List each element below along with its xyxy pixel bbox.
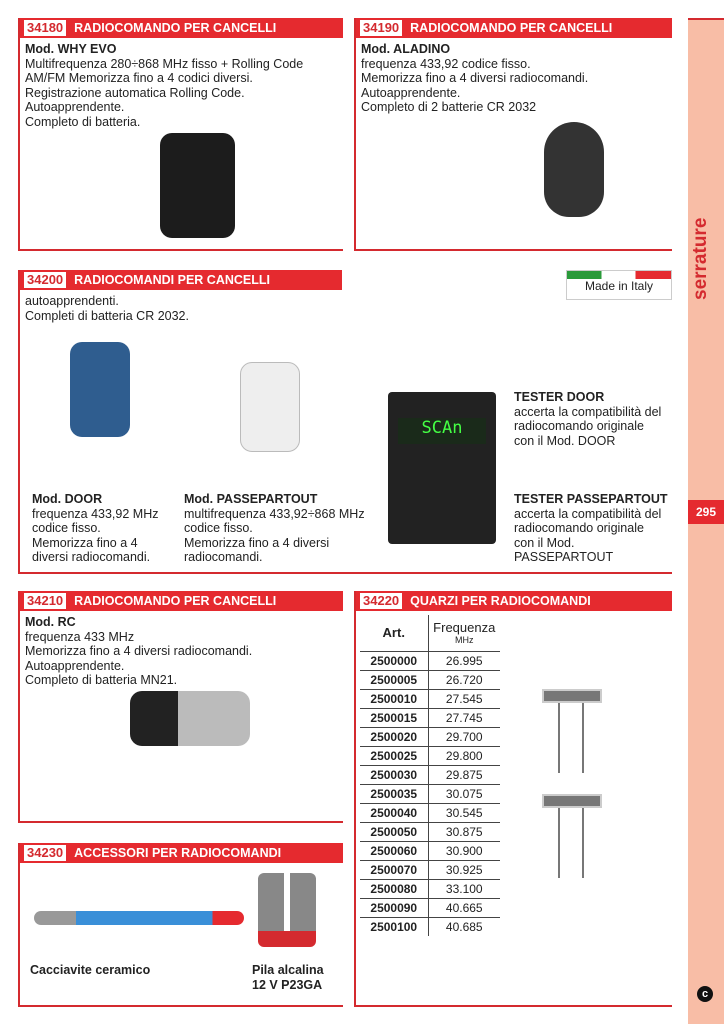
description: multifrequenza 433,92÷868 MHz codice fisso. Memorizza fino a 4 diversi radiocomandi. <box>184 506 365 565</box>
table-row <box>360 651 500 670</box>
table-row <box>360 784 500 803</box>
frequency-cell: 33.100 <box>428 879 500 898</box>
table-row <box>360 803 500 822</box>
crystal-image <box>542 689 602 779</box>
column-header-art: Art. <box>360 615 428 651</box>
tester-image <box>388 392 496 544</box>
table-row <box>360 822 500 841</box>
model-name: Mod. WHY EVO <box>25 42 117 56</box>
table-row <box>360 689 500 708</box>
section-34190 <box>354 18 672 251</box>
section-34180 <box>18 18 343 251</box>
frequency-cell: 26.995 <box>428 651 500 670</box>
model-name: TESTER PASSEPARTOUT <box>514 492 668 506</box>
description: accerta la compatibilità del radiocomando originale con il Mod. PASSEPARTOUT <box>514 506 662 565</box>
frequency-cell: 30.075 <box>428 784 500 803</box>
section-title: ACCESSORI PER RADIOCOMANDI <box>74 846 282 860</box>
crystal-image <box>542 794 602 884</box>
frequency-cell: 30.900 <box>428 841 500 860</box>
article-cell: 2500030 <box>360 765 428 784</box>
article-code: 34180 <box>24 20 66 36</box>
model-name: Mod. RC <box>25 615 76 629</box>
article-cell: 2500090 <box>360 898 428 917</box>
article-code: 34190 <box>360 20 402 36</box>
frequency-cell: 40.685 <box>445 919 483 934</box>
passepartout-remote-image <box>240 362 300 452</box>
frequency-label: Frequenza <box>433 620 496 636</box>
model-name: Mod. PASSEPARTOUT <box>184 492 318 506</box>
description: frequenza 433,92 MHz codice fisso. Memorizza fino a 4 diversi radiocomandi. <box>32 506 159 565</box>
page-number: 295 <box>688 500 724 524</box>
remote-image <box>544 122 604 217</box>
remote-image <box>160 133 235 238</box>
frequency-cell: 26.720 <box>428 670 500 689</box>
quartz-table <box>360 615 500 936</box>
article-cell: 2500080 <box>360 879 428 898</box>
description: accerta la compatibilità del radiocomando originale con il Mod. DOOR <box>514 404 662 448</box>
section-title: RADIOCOMANDI PER CANCELLI <box>74 273 270 287</box>
section-34230 <box>18 843 343 1007</box>
section-title: RADIOCOMANDO PER CANCELLI <box>410 21 613 35</box>
item-label: Cacciavite ceramico <box>30 963 151 977</box>
frequency-cell: 27.745 <box>428 708 500 727</box>
article-cell: 2500015 <box>360 708 428 727</box>
article-cell: 2500010 <box>360 689 428 708</box>
article-cell: 2500040 <box>360 803 428 822</box>
section-title: QUARZI PER RADIOCOMANDI <box>410 594 591 608</box>
article-code: 34210 <box>24 593 66 609</box>
section-34210 <box>18 591 343 823</box>
frequency-cell: 30.925 <box>428 860 500 879</box>
screwdriver-image <box>34 911 244 925</box>
made-in-italy-badge <box>566 270 672 300</box>
section-title: RADIOCOMANDO PER CANCELLI <box>74 21 277 35</box>
table-row <box>360 898 500 917</box>
table-row <box>360 841 500 860</box>
table-row <box>360 708 500 727</box>
article-code: 34220 <box>360 593 402 609</box>
article-cell: 2500000 <box>360 651 428 670</box>
article-cell: 2500025 <box>360 746 428 765</box>
article-cell: 2500020 <box>360 727 428 746</box>
frequency-cell: 29.800 <box>428 746 500 765</box>
model-name: TESTER DOOR <box>514 390 605 404</box>
category-label: serrature <box>690 217 711 300</box>
door-remote-image <box>70 342 130 437</box>
frequency-cell: 29.875 <box>428 765 500 784</box>
article-cell: 2500070 <box>360 860 428 879</box>
model-name: Mod. DOOR <box>32 492 103 506</box>
frequency-cell: 30.545 <box>428 803 500 822</box>
tester-display: SCAn <box>398 418 486 444</box>
battery-image <box>258 873 316 947</box>
frequency-cell: 30.875 <box>428 822 500 841</box>
column-header-frequency <box>428 615 500 651</box>
table-row <box>360 917 500 936</box>
frequency-cell: 27.545 <box>428 689 500 708</box>
article-cell: 2500060 <box>360 841 428 860</box>
section-title: RADIOCOMANDO PER CANCELLI <box>74 594 277 608</box>
table-row <box>360 727 500 746</box>
model-name: Mod. ALADINO <box>361 42 451 56</box>
table-row <box>360 746 500 765</box>
article-code: 34230 <box>24 845 66 861</box>
frequency-cell: 40.665 <box>428 898 500 917</box>
description: frequenza 433,92 codice fisso. Memorizza fino a 4 diversi radiocomandi. Autoapprendente. Completo di 2 batterie CR 2032 <box>361 56 589 115</box>
article-code: 34200 <box>24 272 66 288</box>
remote-image <box>130 691 250 746</box>
logo-icon: c <box>697 986 713 1002</box>
article-cell: 2500035 <box>360 784 428 803</box>
frequency-unit: MHz <box>455 635 474 646</box>
item-label: Pila alcalina 12 V P23GA <box>252 963 324 992</box>
article-cell: 2500050 <box>360 822 428 841</box>
section-34200 <box>18 270 672 574</box>
description: frequenza 433 MHz Memorizza fino a 4 diversi radiocomandi. Autoapprendente. Completo di batteria MN21. <box>25 629 253 688</box>
article-cell: 2500100 <box>360 917 428 936</box>
table-row <box>360 879 500 898</box>
table-row <box>360 860 500 879</box>
made-in-italy-label: Made in Italy <box>584 279 654 293</box>
article-cell: 2500005 <box>360 670 428 689</box>
table-row <box>360 765 500 784</box>
table-row <box>360 670 500 689</box>
description: Multifrequenza 280÷868 MHz fisso + Rolling Code AM/FM Memorizza fino a 4 codici diversi. Registrazione automatica Rolling Code. Autoapprendente. Completo di batteria. <box>25 56 304 129</box>
description: autoapprendenti. Completi di batteria CR 2032. <box>25 294 189 323</box>
frequency-cell: 29.700 <box>428 727 500 746</box>
